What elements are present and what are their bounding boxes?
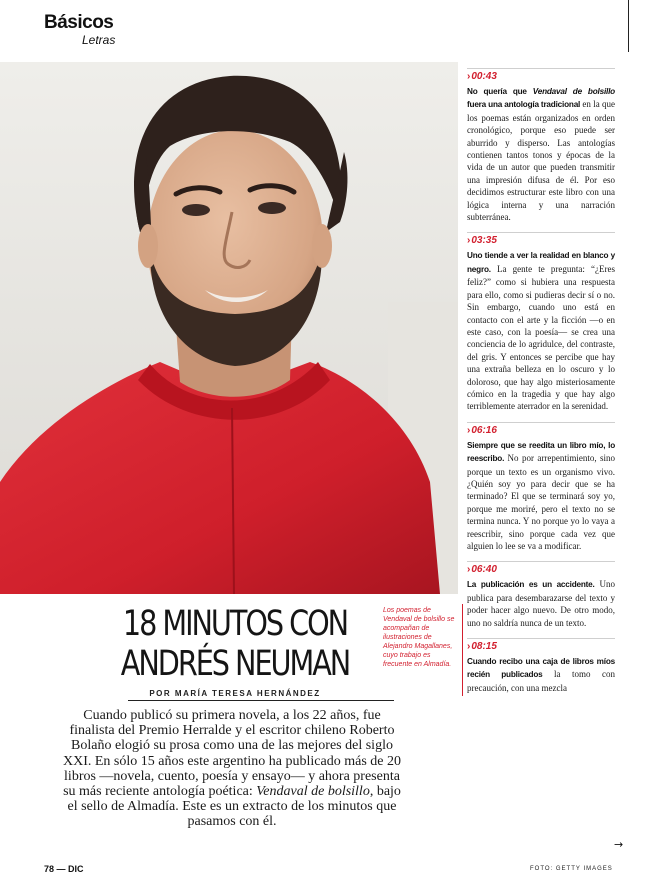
timeline-column xyxy=(467,68,615,703)
subsection-label: Letras xyxy=(82,33,116,47)
entry-lead: No quería que xyxy=(467,87,533,96)
entry-text xyxy=(467,655,615,694)
entry-lead: La publicación es un accidente. xyxy=(467,580,595,590)
timestamp: › 06:40 xyxy=(467,564,615,576)
entry-rule xyxy=(467,638,615,639)
intro-book-title: Vendaval de bolsillo xyxy=(256,784,370,800)
timestamp: › 00:43 xyxy=(467,71,615,83)
entry-body: la tomo con precaución, con una mezcla xyxy=(467,669,615,693)
entry-rule xyxy=(467,232,615,233)
article-headline xyxy=(116,604,354,684)
timeline-entry xyxy=(467,561,615,629)
headline-line-1: 18 MINUTOS CON xyxy=(122,604,348,644)
entry-body: La gente te pregunta: “¿Eres feliz?” como si hubiera una respuesta para ello, como si pudieras decir sí o no. Sin embargo, cuando uno está en contacto con el arte y la ficción —o en este caso, con la poesía— se crea una conciencia de lo agridulce, del contraste, del gris. Y entonces se percibe que hay una extraña belleza en lo oscuro y lo doloroso, que hay algo misteriosamente cómico en la tragedia y que hay algo terriblemente aterrador en la serenidad. xyxy=(467,263,615,412)
entry-lead: Uno tiende a ver la realidad en blanco y negro. xyxy=(467,251,615,274)
article-intro xyxy=(62,708,402,830)
intro-text-2: , bajo el sello de Almadía. Este es un extracto de los minutos que pasamos con él. xyxy=(67,784,401,830)
entry-lead: Cuando recibo una caja de libros míos recién publicados xyxy=(467,657,615,680)
page-number: 78 — DIC xyxy=(44,864,84,874)
photo-credit: FOTO: GETTY IMAGES xyxy=(530,866,613,872)
timestamp: › 03:35 xyxy=(467,235,615,247)
timeline-entry xyxy=(467,232,615,412)
entry-text xyxy=(467,249,615,412)
timeline-entry xyxy=(467,422,615,553)
entry-body: No por arrepentimiento, sino porque un texto es un organismo vivo. ¿Quién soy yo para decir que se ha terminado? El que se terminará soy yo, porque me moriré, pero el texto no se termina nunca. Y no porque yo lo vaya a reescribir, sino porque cada vez que alguien lo lee se va a modificar. xyxy=(467,453,615,551)
headline-line-2: ANDRÉS NEUMAN xyxy=(120,644,350,684)
entry-lead: Siempre que se reedita un libro mío, lo reescribo. xyxy=(467,440,615,464)
timestamp: › 08:15 xyxy=(467,641,615,653)
entry-body: en la que los poemas están organizados en orden cronológico, porque eso puede ser aburrido y disperso. Las antologías contienen tantos tonos y épocas de la vida de un autor que pueden transmitir una impresión difusa de él. Por eso decidimos estructurar este libro con una lógica interna y una narración subterránea. xyxy=(467,99,615,223)
entry-text xyxy=(467,578,615,629)
continue-arrow-icon: → xyxy=(614,838,624,851)
entry-text xyxy=(467,85,615,223)
intro-text-1: Cuando publicó su primera novela, a los 22 años, fue finalista del Premio Herralde y el escritor chileno Roberto Bolaño elogió su prosa como una de las mejores del siglo XXI. En sólo 15 años este argentino ha publicado más de 20 libros —novela, cuento, poesía y ensayo— y ahora presenta su más reciente antología poética: xyxy=(62,708,401,800)
photo-caption: Los poemas de Vendaval de bolsillo se acompañan de ilustraciones de Alejandro Magallanes, cuyo trabajo es frecuente en Almadía. xyxy=(383,607,455,668)
section-label: Básicos xyxy=(44,12,114,33)
entry-lead-title: Vendaval de bolsillo xyxy=(532,87,615,96)
entry-body: Uno publica para desembarazarse del texto y poder hacer algo nuevo. De otro modo, uno no saldría nunca de un texto. xyxy=(467,579,616,628)
timestamp: › 06:16 xyxy=(467,425,615,437)
entry-rule xyxy=(467,561,615,562)
timeline-entry xyxy=(467,68,615,223)
byline-rule xyxy=(128,700,394,701)
entry-rule xyxy=(467,68,615,69)
entry-lead-end: fuera una antología tradicional xyxy=(467,100,581,110)
entry-rule xyxy=(467,422,615,423)
caption-rule xyxy=(462,604,463,696)
portrait-photo xyxy=(0,62,458,594)
header-rule xyxy=(628,0,629,52)
article-byline: POR MARÍA TERESA HERNÁNDEZ xyxy=(149,689,321,698)
timeline-entry xyxy=(467,638,615,694)
entry-text xyxy=(467,439,615,553)
portrait-illustration xyxy=(0,62,458,594)
